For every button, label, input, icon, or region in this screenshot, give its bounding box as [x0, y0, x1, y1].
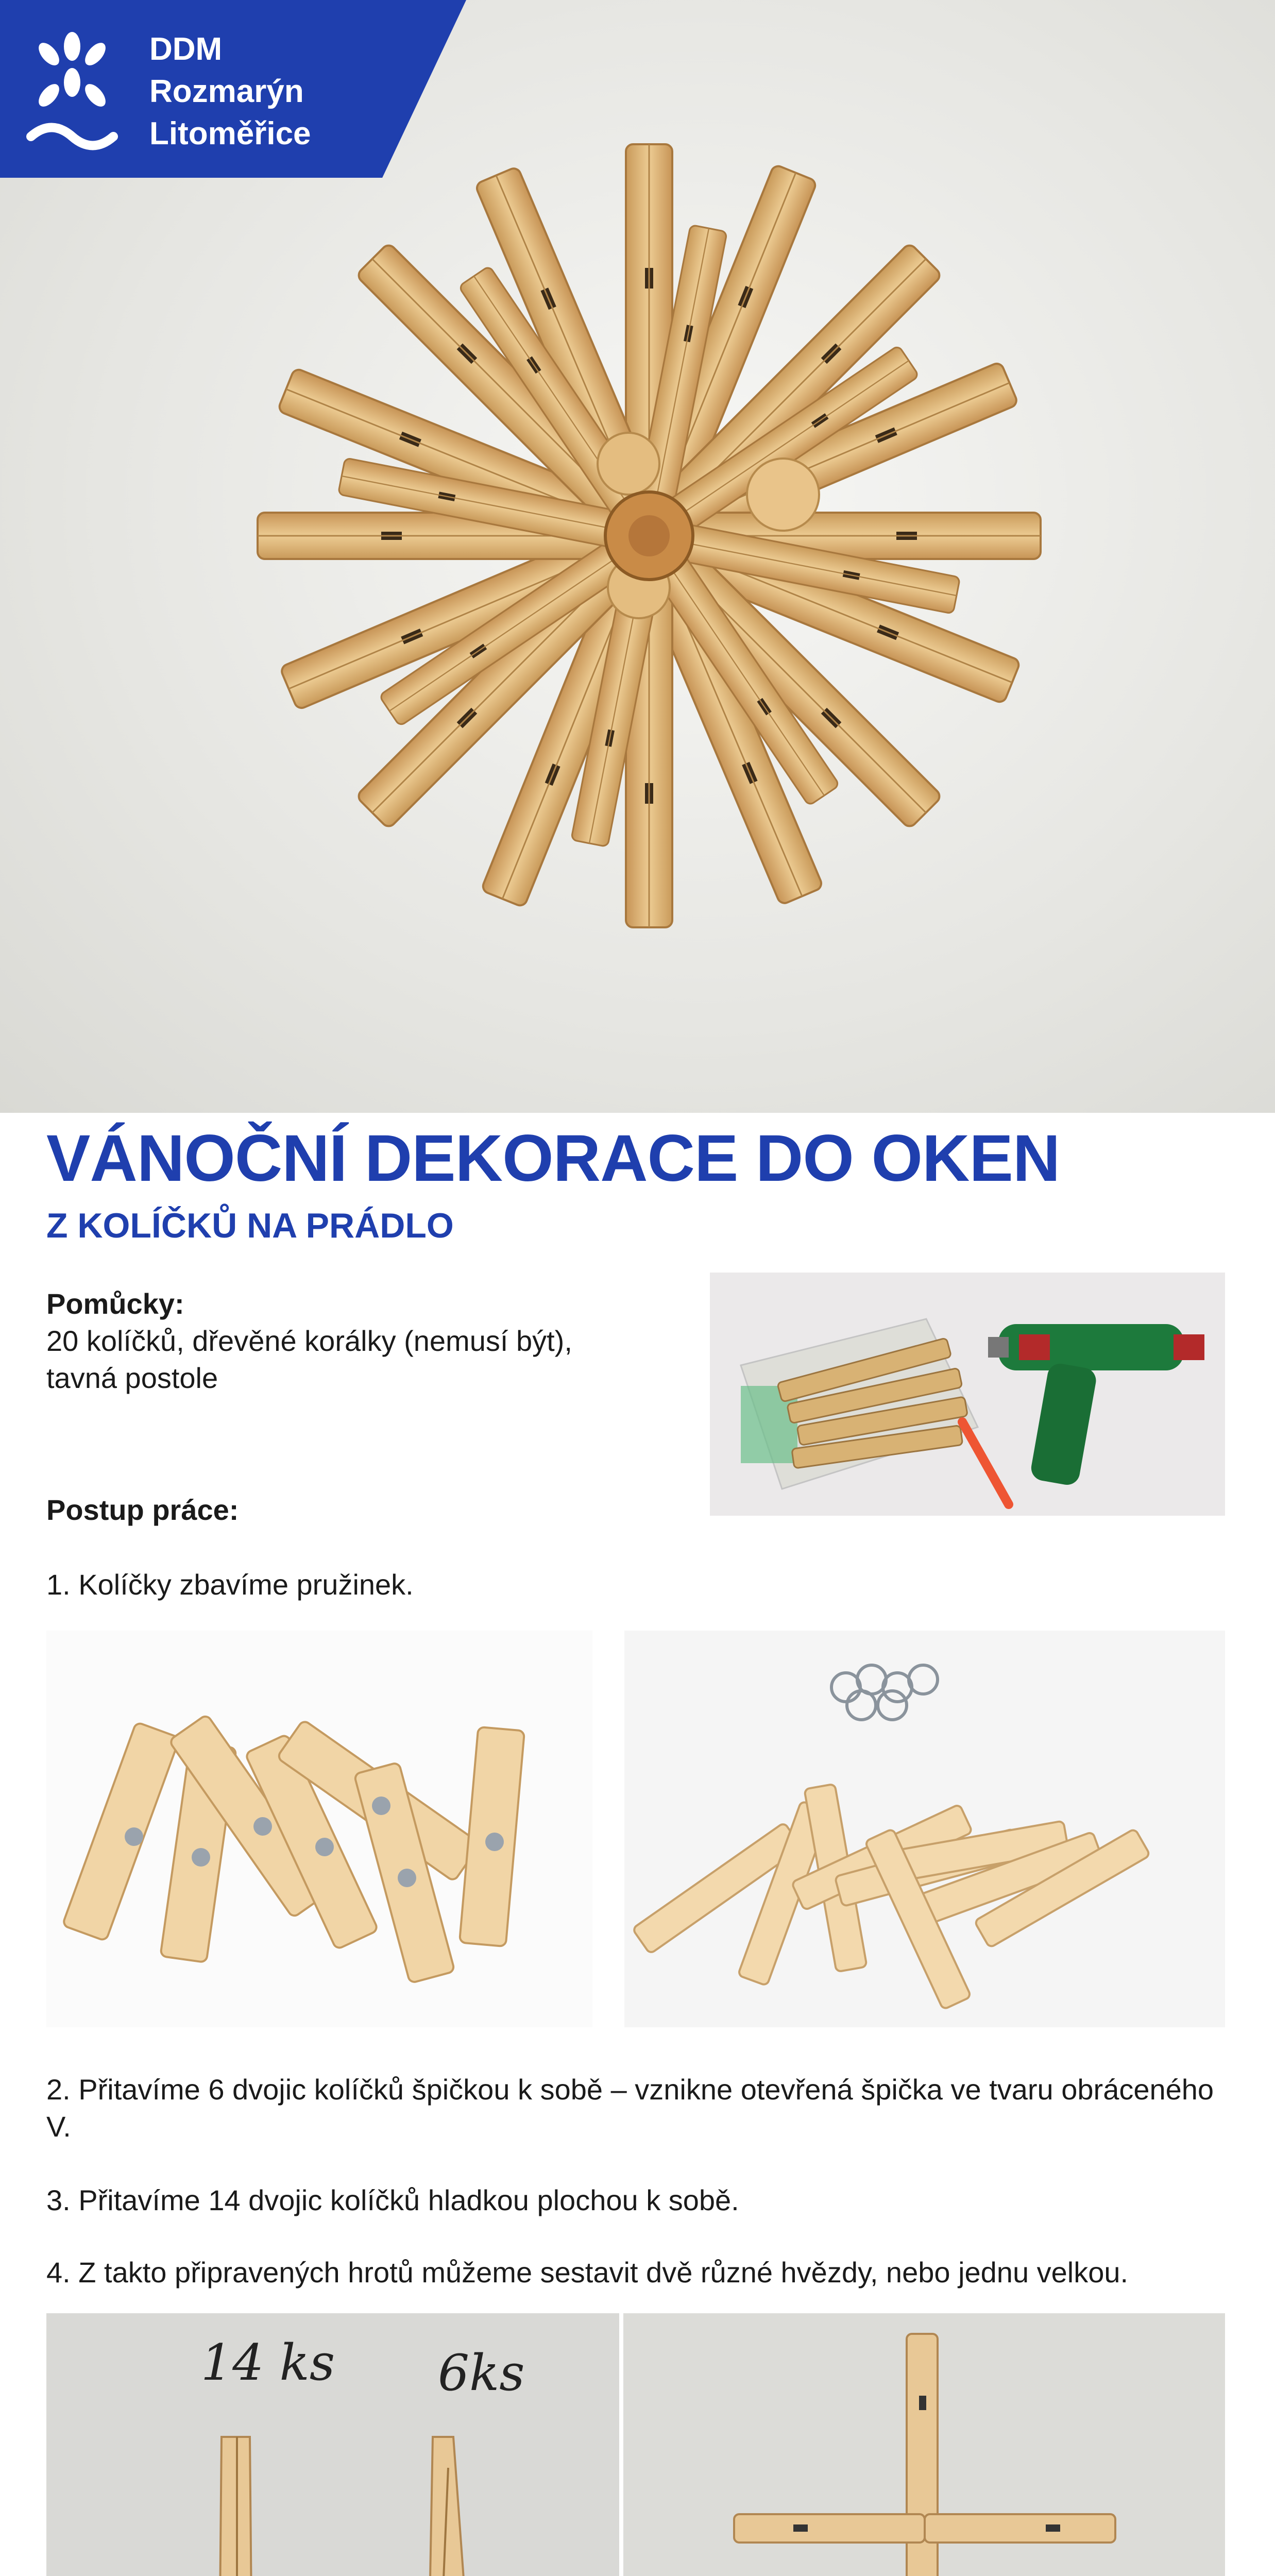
step-4-text: 4. Z takto připravených hrotů můžeme sestavit dvě různé hvězdy, nebo jednu velkou.	[46, 2256, 1129, 2289]
tools-photo	[710, 1273, 1225, 1516]
logo-line-litomerice: Litoměřice	[149, 116, 311, 151]
step-3-text: 3. Přitavíme 14 dvojic kolíčků hladkou plochou k sobě.	[46, 2184, 739, 2216]
label-14-pieces: 14 ks	[201, 2334, 335, 2392]
rosemary-logo-icon	[21, 31, 124, 155]
page-title: VÁNOČNÍ DEKORACE DO OKEN	[46, 1122, 1060, 1195]
step-1-text: 1. Kolíčky zbavíme pružinek.	[46, 1568, 414, 1601]
tools-line-2: tavná postole	[46, 1362, 218, 1394]
procedure-heading: Postup práce:	[46, 1494, 239, 1526]
pegs-with-springs-illustration	[46, 1631, 592, 2027]
page-subtitle: Z KOLÍČKŮ NA PRÁDLO	[46, 1206, 454, 1245]
label-6-pieces: 6ks	[438, 2344, 525, 2402]
logo-line-ddm: DDM	[149, 31, 223, 67]
tools-line-1: 20 kolíčků, dřevěné korálky (nemusí být),	[46, 1325, 572, 1357]
pegs-without-springs-illustration	[624, 1631, 1225, 2027]
pegs-without-springs-photo	[624, 1631, 1225, 2027]
tools-text	[46, 1323, 690, 1397]
pegs-with-springs-photo	[46, 1631, 592, 2027]
step-2-text: 2. Přitavíme 6 dvojic kolíčků špičkou k sobě – vznikne otevřená špička ve tvaru obráceného V.	[46, 2073, 1214, 2143]
spike-types-photo	[46, 2313, 619, 2576]
tools-heading: Pomůcky:	[46, 1287, 184, 1320]
base-cross-illustration	[623, 2313, 1225, 2576]
logo-line-rozmaryn: Rozmarýn	[149, 74, 304, 109]
base-cross-photo	[623, 2313, 1225, 2576]
tools-photo-illustration	[710, 1273, 1225, 1516]
logo-text	[149, 28, 311, 155]
